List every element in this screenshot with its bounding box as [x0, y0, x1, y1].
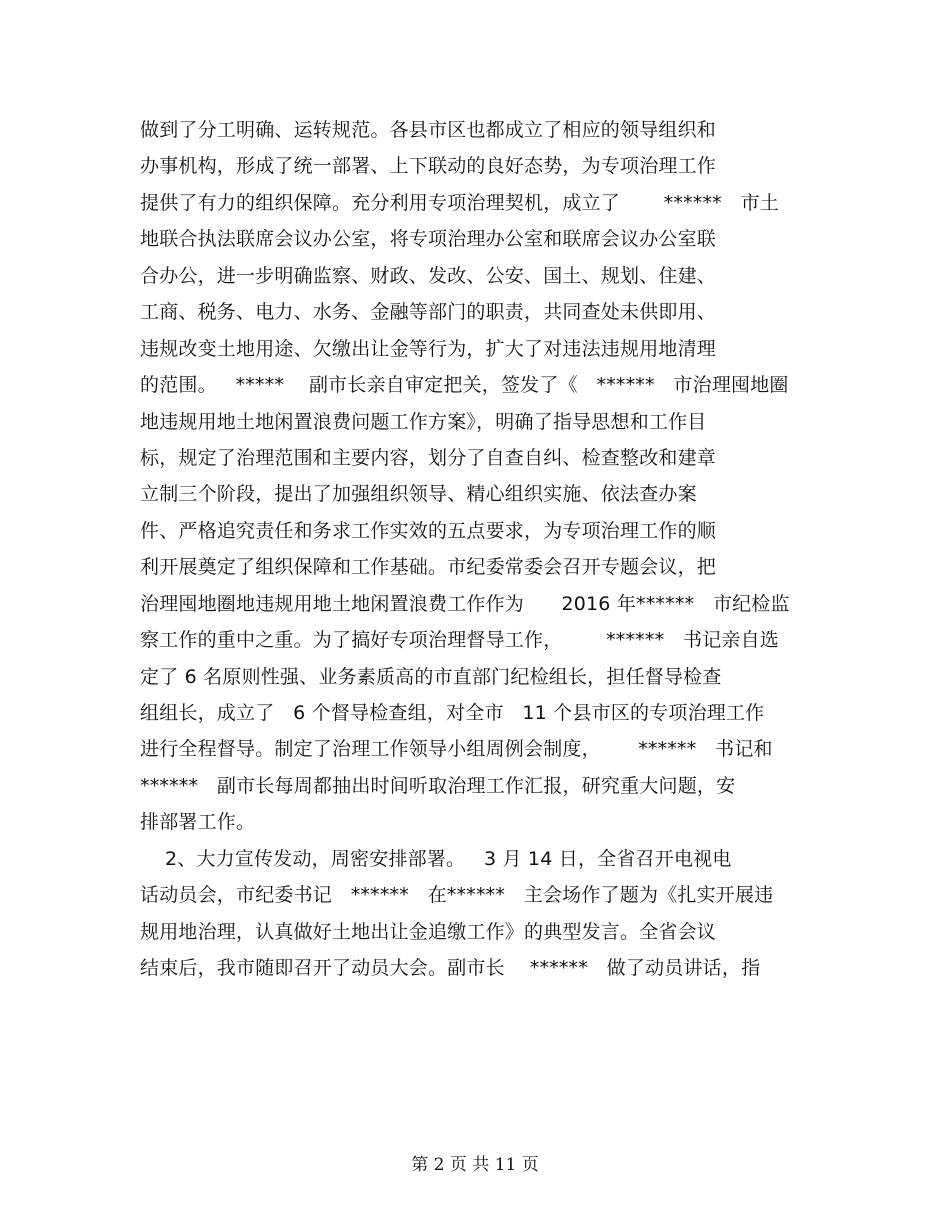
text-line: 提供了有力的组织保障。充分利用专项治理契机，成立了 ****** 市土	[140, 191, 779, 214]
text-line: 话动员会，市纪委书记 ****** 在****** 主会场作了题为《扎实开展违	[140, 884, 774, 907]
text-line: 2、大力宣传发动，周密安排部署。 3 月 14 日，全省召开电视电	[140, 847, 732, 870]
text-line: 察工作的重中之重。为了搞好专项治理督导工作， ****** 书记亲自选	[140, 629, 779, 652]
text-line: 利开展奠定了组织保障和工作基础。市纪委常委会召开专题会议，把	[140, 556, 717, 579]
text-line: 件、严格追究责任和务求工作实效的五点要求，为专项治理工作的顺	[140, 519, 717, 542]
text-line: 办事机构，形成了统一部署、上下联动的良好态势，为专项治理工作	[140, 155, 717, 178]
body-text	[140, 112, 820, 987]
text-line: 定了 6 名原则性强、业务素质高的市直部门纪检组长，担任督导检查	[140, 665, 722, 688]
text-line: 合办公，进一步明确监察、财政、发改、公安、国土、规划、住建、	[140, 264, 717, 287]
text-line: 做到了分工明确、运转规范。各县市区也都成立了相应的领导组织和	[140, 119, 717, 141]
text-line: 地联合执法联席会议办公室，将专项治理办公室和联席会议办公室联	[140, 228, 717, 251]
text-line: 的范围。 ***** 副市长亲自审定把关，签发了《 ****** 市治理囤地圈	[140, 374, 789, 397]
text-line: 规用地治理，认真做好土地出让金追缴工作》的典型发言。全省会议	[140, 920, 717, 943]
text-line: 地违规用地土地闲置浪费问题工作方案》，明确了指导思想和工作目	[140, 410, 707, 433]
text-line: 结束后，我市随即召开了动员大会。副市长 ****** 做了动员讲话，指	[140, 957, 761, 980]
text-line: 治理囤地圈地违规用地土地闲置浪费工作作为 2016 年****** 市纪检监	[140, 592, 790, 615]
page-number-footer: 第 2 页 共 11 页	[411, 1155, 539, 1175]
text-line: ****** 副市长每周都抽出时间听取治理工作汇报，研究重大问题，安	[140, 774, 736, 797]
text-line: 违规改变土地用途、欠缴出让金等行为，扩大了对违法违规用地清理	[140, 337, 717, 360]
text-line: 标，规定了治理范围和主要内容，划分了自查自纠、检查整改和建章	[140, 446, 717, 469]
text-line: 组组长，成立了 6 个督导检查组，对全市 11 个县市区的专项治理工作	[140, 702, 765, 724]
text-line: 排部署工作。	[140, 811, 256, 834]
text-line: 工商、税务、电力、水务、金融等部门的职责，共同查处未供即用、	[140, 301, 717, 324]
text-line: 进行全程督导。制定了治理工作领导小组周例会制度， ****** 书记和	[140, 738, 773, 761]
text-line: 立制三个阶段，提出了加强组织领导、精心组织实施、依法查办案	[140, 483, 697, 506]
